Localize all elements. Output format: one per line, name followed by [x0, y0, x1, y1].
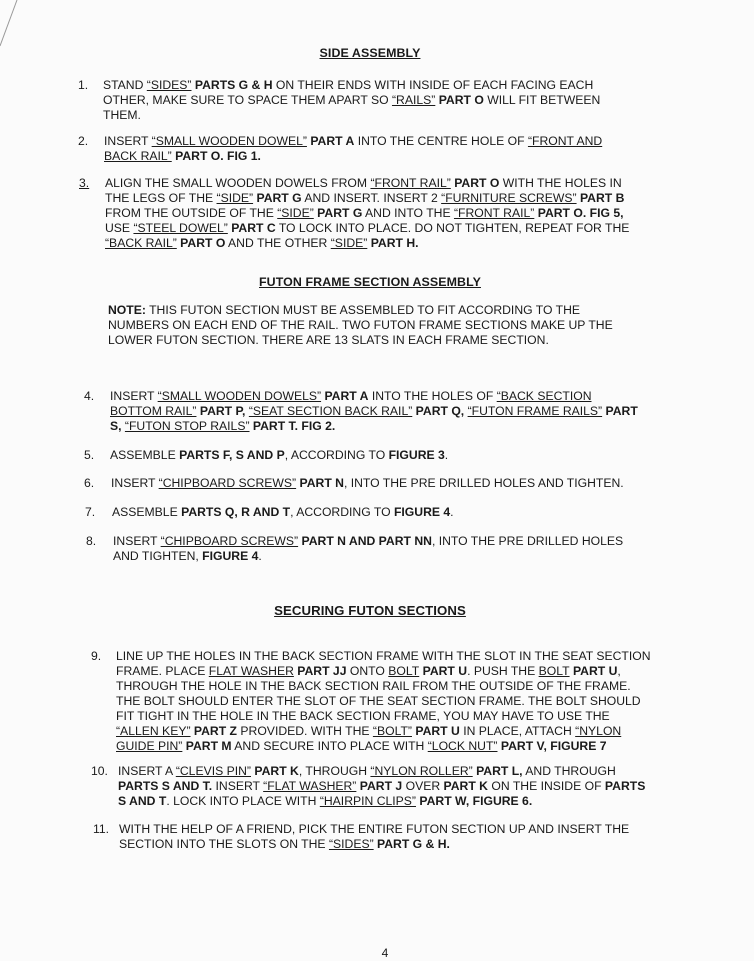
text-run: THE LEGS OF THE: [105, 191, 217, 205]
text-run: PART: [602, 404, 638, 418]
text-run: PARTS G & H: [191, 78, 273, 92]
text-run: STAND: [103, 78, 147, 92]
text-run: PARTS: [604, 779, 646, 793]
text-run: USE: [105, 221, 134, 235]
step-line: [105, 221, 629, 236]
text-run: FIGURE 4: [202, 549, 259, 563]
text-run: AND INSERT. INSERT 2: [301, 191, 442, 205]
text-run: WITH THE HOLES IN: [499, 176, 622, 190]
heading-futon-frame-section-assembly: FUTON FRAME SECTION ASSEMBLY: [259, 275, 481, 289]
text-run: .: [258, 549, 262, 563]
text-run: PART L,: [472, 764, 523, 778]
step-line: [103, 108, 600, 123]
text-run: BOTTOM RAIL”: [110, 404, 197, 418]
text-run: “BOLT”: [372, 724, 412, 738]
step-number: 6.: [84, 476, 95, 490]
text-run: PART O. FIG 5,: [534, 206, 624, 220]
text-run: INSERT: [110, 389, 158, 403]
step-line: [105, 191, 629, 206]
text-run: ONTO: [346, 664, 389, 678]
text-run: FIGURE 3: [388, 448, 445, 462]
text-run: PART O. FIG 1.: [171, 149, 261, 163]
text-run: FROM THE OUTSIDE OF THE: [105, 206, 278, 220]
step-text: [103, 78, 600, 123]
text-run: AND TIGHTEN,: [113, 549, 203, 563]
text-run: PART G & H.: [373, 837, 450, 851]
text-run: INSERT A: [118, 764, 176, 778]
step-line: [116, 694, 651, 709]
note-line: LOWER FUTON SECTION. THERE ARE 13 SLATS IN EACH FRAME SECTION.: [108, 333, 549, 347]
text-run: “SEAT SECTION BACK RAIL”: [248, 404, 413, 418]
text-run: PART G: [313, 206, 363, 220]
step-line: [113, 534, 623, 549]
step-line: [105, 176, 629, 191]
step-number: 3.: [79, 176, 90, 190]
page-corner-fold-mark: [0, 0, 40, 50]
text-run: “CHIPBOARD SCREWS”: [158, 476, 297, 490]
text-run: PART U: [411, 724, 460, 738]
step-text: [110, 448, 448, 463]
text-run: , ACCORDING TO: [284, 448, 389, 462]
step-line: [103, 78, 600, 93]
text-run: PART Z: [190, 724, 238, 738]
step-line: [116, 724, 651, 739]
text-run: OVER: [402, 779, 444, 793]
step-text: [112, 505, 454, 520]
text-run: PART T. FIG 2.: [249, 419, 336, 433]
text-run: “LOCK NUT”: [427, 739, 498, 753]
text-run: GUIDE PIN”: [116, 739, 183, 753]
text-run: “SIDE”: [330, 236, 368, 250]
text-run: “SMALL WOODEN DOWELS”: [157, 389, 322, 403]
text-run: “FLAT WASHER”: [263, 779, 357, 793]
text-run: THEM.: [103, 108, 141, 122]
step-line: [103, 93, 600, 108]
text-run: “FUTON STOP RAILS”: [124, 419, 250, 433]
text-run: PART JJ: [293, 664, 347, 678]
text-run: PART N AND PART NN: [298, 534, 432, 548]
note-paragraph: [108, 303, 613, 348]
text-run: THROUGH THE HOLE IN THE BACK SECTION RAIL FROM THE OUTSIDE OF THE FRAME.: [116, 679, 631, 693]
text-run: “NYLON ROLLER”: [370, 764, 473, 778]
step-line: [118, 794, 645, 809]
step-line: [116, 709, 651, 724]
text-run: PART W, FIGURE 6.: [415, 794, 533, 808]
step-text: [118, 764, 645, 809]
text-run: INSERT: [111, 476, 159, 490]
text-run: PART K: [251, 764, 299, 778]
text-run: “STEEL DOWEL”: [133, 221, 228, 235]
text-run: PART N: [296, 476, 344, 490]
step-line: [118, 779, 645, 794]
text-run: ALIGN THE SMALL WOODEN DOWELS FROM: [105, 176, 371, 190]
step-number: 4.: [84, 389, 95, 403]
step-text: [119, 822, 629, 852]
text-run: PART O: [435, 93, 484, 107]
text-run: PART O: [450, 176, 500, 190]
text-run: PROVIDED. WITH THE: [237, 724, 373, 738]
text-run: LINE UP THE HOLES IN THE BACK SECTION FRAME WITH THE SLOT IN THE SEAT SECTION: [116, 649, 651, 663]
text-run: FIGURE 4: [393, 505, 451, 519]
step-line: [116, 664, 651, 679]
text-run: ON THEIR ENDS WITH INSIDE OF EACH FACING EACH: [272, 78, 594, 92]
text-run: S AND T: [118, 794, 167, 808]
text-run: “BACK SECTION: [496, 389, 592, 403]
text-run: PART H.: [367, 236, 419, 250]
note-label: NOTE:: [108, 303, 146, 317]
step-number: 1.: [78, 78, 89, 92]
text-run: “RAILS”: [391, 93, 436, 107]
step-line: [116, 649, 651, 664]
text-run: “CHIPBOARD SCREWS”: [160, 534, 299, 548]
step-number: 5.: [84, 448, 95, 462]
text-run: PART O: [176, 236, 226, 250]
text-run: PARTS S AND T.: [118, 779, 213, 793]
step-line: [110, 419, 638, 434]
text-run: THE BOLT SHOULD ENTER THE SLOT OF THE SEAT SECTION FRAME. THE BOLT SHOULD: [116, 694, 641, 708]
text-run: PART J: [356, 779, 403, 793]
note-line: NUMBERS ON EACH END OF THE RAIL. TWO FUTON FRAME SECTIONS MAKE UP THE: [108, 318, 613, 332]
text-run: AND THE OTHER: [225, 236, 331, 250]
text-run: PART B: [576, 191, 625, 205]
text-run: “HAIRPIN CLIPS”: [319, 794, 416, 808]
text-run: PART U: [419, 664, 468, 678]
text-run: “SMALL WOODEN DOWEL”: [151, 134, 307, 148]
text-run: PARTS F, S AND P: [179, 448, 285, 462]
step-line: [119, 822, 629, 837]
step-number: 11.: [93, 822, 110, 836]
text-run: PART C: [227, 221, 276, 235]
text-run: WITH THE HELP OF A FRIEND, PICK THE ENTIRE FUTON SECTION UP AND INSERT THE: [119, 822, 630, 836]
text-run: IN PLACE, ATTACH: [459, 724, 576, 738]
text-run: “FUTON FRAME RAILS”: [467, 404, 603, 418]
step-text: [113, 534, 623, 564]
text-run: . PUSH THE: [467, 664, 539, 678]
text-run: ,: [617, 664, 621, 678]
step-line: [118, 764, 645, 779]
text-run: ON THE INSIDE OF: [487, 779, 605, 793]
text-run: AND SECURE INTO PLACE WITH: [231, 739, 428, 753]
step-number: 2.: [78, 134, 89, 148]
step-text: [105, 176, 629, 251]
text-run: INSERT: [104, 134, 152, 148]
text-run: , ACCORDING TO: [290, 505, 394, 519]
text-run: .: [450, 505, 454, 519]
text-run: PARTS Q, R AND T: [181, 505, 291, 519]
text-run: PART U: [569, 664, 618, 678]
text-run: “NYLON: [575, 724, 622, 738]
step-text: [104, 134, 602, 164]
text-run: BACK RAIL”: [104, 149, 172, 163]
text-run: AND THROUGH: [522, 764, 616, 778]
step-number: 7.: [85, 505, 96, 519]
step-text: [116, 649, 651, 754]
step-text: [111, 476, 624, 491]
text-run: PART P,: [196, 404, 246, 418]
text-run: FIT TIGHT IN THE HOLE IN THE BACK SECTION FRAME, YOU MAY HAVE TO USE THE: [116, 709, 610, 723]
step-line: [116, 679, 651, 694]
text-run: “SIDE”: [277, 206, 314, 220]
step-line: [104, 149, 602, 164]
text-run: PART G: [253, 191, 302, 205]
text-run: , INTO THE PRE DRILLED HOLES AND TIGHTEN.: [343, 476, 624, 490]
heading-securing-futon-sections: SECURING FUTON SECTIONS: [274, 603, 466, 618]
text-run: FLAT WASHER: [208, 664, 294, 678]
text-run: PART A: [321, 389, 369, 403]
text-run: “SIDE”: [216, 191, 254, 205]
step-line: [110, 448, 448, 463]
text-run: “CLEVIS PIN”: [175, 764, 251, 778]
text-run: ASSEMBLE: [110, 448, 180, 462]
step-number: 10.: [91, 764, 108, 778]
text-run: TO LOCK INTO PLACE. DO NOT TIGHTEN, REPEAT FOR THE: [275, 221, 630, 235]
text-run: “SIDES”: [146, 78, 192, 92]
text-run: , THROUGH: [298, 764, 371, 778]
step-number: 8.: [86, 534, 97, 548]
text-run: INSERT: [212, 779, 264, 793]
text-run: , INTO THE PRE DRILLED HOLES: [431, 534, 624, 548]
step-line: [116, 739, 651, 754]
text-run: “FURNITURE SCREWS”: [441, 191, 577, 205]
step-line: [110, 404, 638, 419]
heading-side-assembly: SIDE ASSEMBLY: [319, 46, 421, 60]
text-run: PART V, FIGURE 7: [497, 739, 607, 753]
text-run: OTHER, MAKE SURE TO SPACE THEM APART SO: [103, 93, 392, 107]
text-run: PART K: [443, 779, 488, 793]
text-run: “FRONT RAIL”: [370, 176, 451, 190]
step-line: [104, 134, 602, 149]
step-line: [111, 476, 624, 491]
text-run: ASSEMBLE: [112, 505, 182, 519]
page-number: 4: [381, 946, 389, 960]
text-run: INTO THE CENTRE HOLE OF: [354, 134, 528, 148]
text-run: “ALLEN KEY”: [116, 724, 191, 738]
step-line: [105, 206, 629, 221]
text-run: “BACK RAIL”: [105, 236, 177, 250]
text-run: BOLT: [388, 664, 420, 678]
text-run: INTO THE HOLES OF: [368, 389, 497, 403]
text-run: “SIDES”: [328, 837, 374, 851]
text-run: PART A: [306, 134, 355, 148]
text-run: “FRONT AND: [527, 134, 603, 148]
text-run: “FRONT RAIL”: [453, 206, 535, 220]
text-run: PART M: [182, 739, 232, 753]
step-text: [110, 389, 638, 434]
text-run: AND INTO THE: [362, 206, 454, 220]
text-run: . LOCK INTO PLACE WITH: [166, 794, 320, 808]
step-line: [110, 389, 638, 404]
text-run: SECTION INTO THE SLOTS ON THE: [119, 837, 329, 851]
note-line: THIS FUTON SECTION MUST BE ASSEMBLED TO FIT ACCORDING TO THE: [145, 303, 581, 317]
text-run: INSERT: [113, 534, 161, 548]
text-run: FRAME. PLACE: [116, 664, 209, 678]
text-run: S,: [110, 419, 122, 433]
step-line: [119, 837, 629, 852]
step-number: 9.: [91, 649, 102, 663]
step-line: [113, 549, 623, 564]
text-run: PART Q,: [412, 404, 465, 418]
step-line: [105, 236, 629, 251]
text-run: .: [444, 448, 449, 462]
step-line: [112, 505, 454, 520]
text-run: WILL FIT BETWEEN: [483, 93, 601, 107]
text-run: BOLT: [538, 664, 570, 678]
